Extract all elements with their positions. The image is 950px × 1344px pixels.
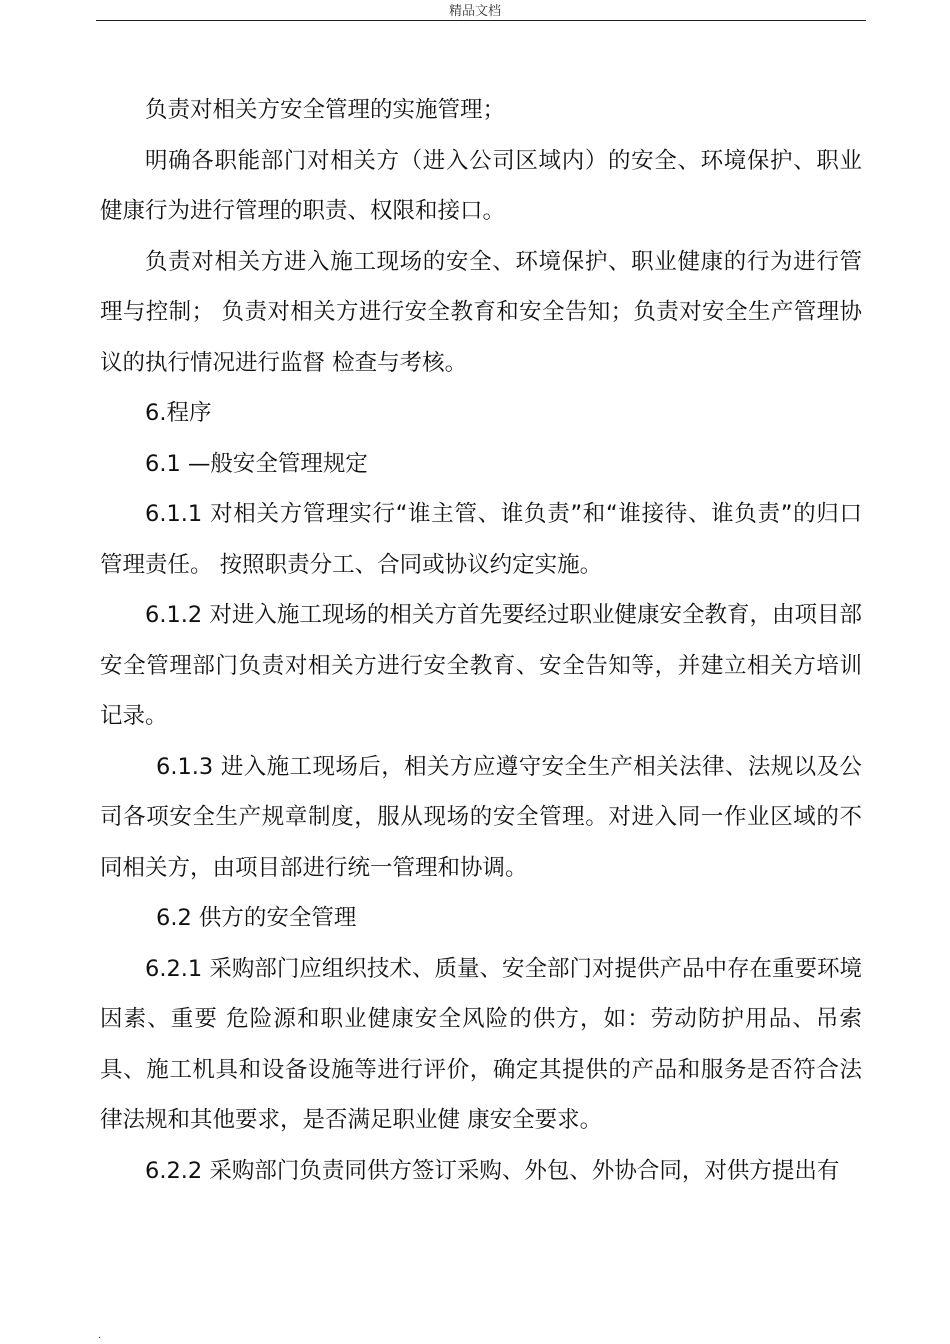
page-header-title: 精品文档 xyxy=(448,4,501,19)
footer-mark: . xyxy=(98,1330,102,1341)
document-body xyxy=(100,85,862,1196)
clause-6-2-2: 6.2.2 采购部门负责同供方签订采购、外包、外协合同，对供方提出有 xyxy=(145,1157,840,1184)
header-divider xyxy=(96,20,866,21)
clause-6-2-1: 6.2.1 采购部门应组织技术、质量、安全部门对提供产品中存在重要环境因素、重要 危险源和职业健康安全风险的供方，如：劳动防护用品、吊索具、施工机具和设备设施等进行评价，确定其提供的产品和服务是否符合法律法规和其他要求，是否满足职业健 康安全要求。 xyxy=(100,955,862,1133)
clause-6-1-2: 6.1.2 对进入施工现场的相关方首先要经过职业健康安全教育，由项目部安全管理部门负责对相关方进行安全教育、安全告知等，并建立相关方培训记录。 xyxy=(100,602,862,729)
paragraph-implementation-management: 负责对相关方安全管理的实施管理； xyxy=(145,97,506,123)
clause-6-1-1: 6.1.1 对相关方管理实行“谁主管、谁负责”和“谁接待、谁负责”的归口管理责任。 按照职责分工、合同或协议约定实施。 xyxy=(100,501,862,578)
paragraph-site-control: 负责对相关方进入施工现场的安全、环境保护、职业健康的行为进行管理与控制； 负责对相关方进行安全教育和安全告知；负责对安全生产管理协议的执行情况进行监督 检查与考核。 xyxy=(100,248,862,376)
section-heading-6-2: 6.2 供方的安全管理 xyxy=(156,905,357,931)
paragraph-department-responsibilities: 明确各职能部门对相关方（进入公司区域内）的安全、环境保护、职业健康行为进行管理的职责、权限和接口。 xyxy=(100,147,862,224)
clause-6-1-3: 6.1.3 进入施工现场后，相关方应遵守安全生产相关法律、法规以及公司各项安全生产规章制度，服从现场的安全管理。对进入同一作业区域的不同相关方，由项目部进行统一管理和协调。 xyxy=(100,753,862,881)
section-heading-procedure: 6.程序 xyxy=(145,400,212,426)
section-heading-6-1: 6.1 —般安全管理规定 xyxy=(145,450,368,477)
